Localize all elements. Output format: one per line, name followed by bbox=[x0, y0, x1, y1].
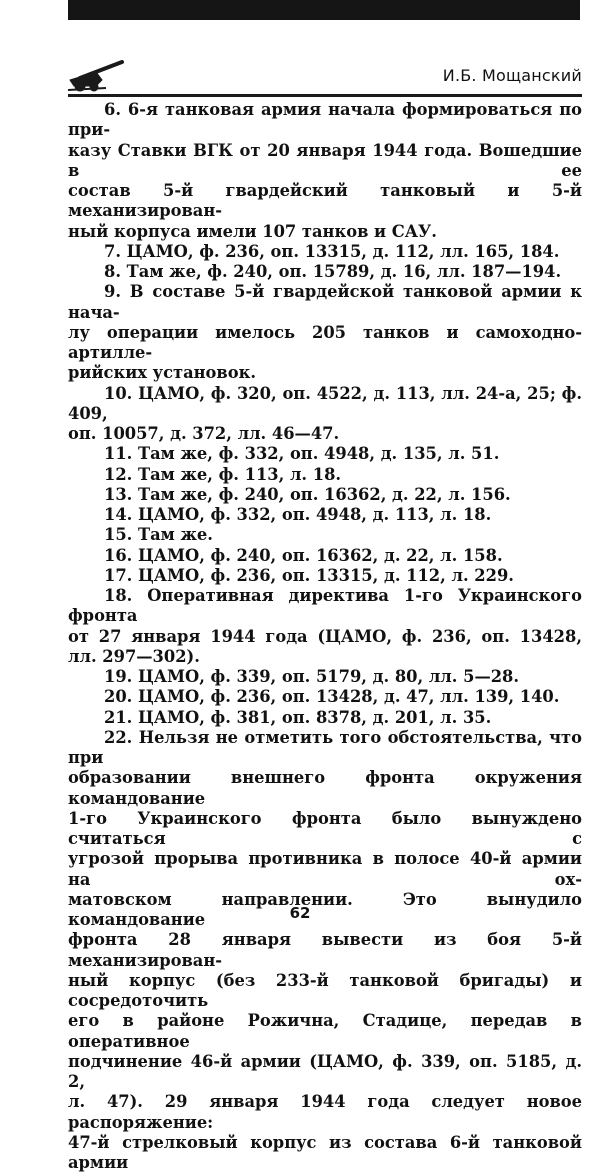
page-number: 62 bbox=[289, 904, 311, 922]
text-line: 9. В составе 5-й гвардейской танковой армии к нача- bbox=[68, 282, 582, 322]
text-line: фронта 28 января вывести из боя 5-й механизирован- bbox=[68, 930, 582, 970]
notes-body bbox=[68, 100, 582, 1173]
text-line: 17. ЦАМО, ф. 236, оп. 13315, д. 112, л. 229. bbox=[104, 565, 514, 585]
text-line: л. 47). 29 января 1944 года следует новое распоряжение: bbox=[68, 1092, 582, 1132]
text-line: казу Ставки ВГК от 20 января 1944 года. Вошедшие в ее bbox=[68, 140, 582, 180]
header-bar bbox=[68, 0, 580, 20]
text-line: 7. ЦАМО, ф. 236, оп. 13315, д. 112, лл. 165, 184. bbox=[104, 241, 560, 261]
text-line: 19. ЦАМО, ф. 339, оп. 5179, д. 80, лл. 5—28. bbox=[104, 667, 520, 686]
artillery-gun-icon bbox=[66, 58, 128, 92]
text-line: лл. 297—302). bbox=[68, 646, 200, 666]
running-header-author: И.Б. Мощанский bbox=[442, 66, 582, 85]
text-line: 10. ЦАМО, ф. 320, оп. 4522, д. 113, лл. 24-а, 25; ф. 409, bbox=[68, 383, 582, 423]
text-line: 6. 6-я танковая армия начала формироваться по при- bbox=[68, 100, 582, 140]
text-line: 15. Там же. bbox=[104, 525, 213, 545]
text-line: состав 5-й гвардейский танковый и 5-й механизирован- bbox=[68, 181, 582, 221]
text-line: 47-й стрелковый корпус из состава 6-й танковой армии bbox=[68, 1132, 582, 1172]
text-line: угрозой прорыва противника в полосе 40-й армии на ох- bbox=[68, 849, 582, 889]
text-line: 14. ЦАМО, ф. 332, оп. 4948, д. 113, л. 18. bbox=[104, 505, 492, 524]
text-line: лу операции имелось 205 танков и самоходно-артилле- bbox=[68, 322, 582, 362]
text-line: 1-го Украинского фронта было вынуждено считаться с bbox=[68, 808, 582, 848]
text-line: 11. Там же, ф. 332, оп. 4948, д. 135, л. 51. bbox=[104, 444, 500, 464]
text-line: 12. Там же, ф. 113, л. 18. bbox=[104, 464, 342, 484]
header-rule bbox=[68, 94, 582, 97]
text-line: 8. Там же, ф. 240, оп. 15789, д. 16, лл. 187—194. bbox=[104, 262, 562, 281]
text-line: 22. Нельзя не отметить того обстоятельства, что при bbox=[68, 727, 582, 767]
text-line: матовском направлении. Это вынудило командование bbox=[68, 889, 582, 929]
text-line: его в районе Рожична, Стадице, передав в оперативное bbox=[68, 1011, 582, 1051]
text-line: подчинение 46-й армии (ЦАМО, ф. 339, оп. 5185, д. 2, bbox=[68, 1051, 582, 1091]
text-line: 18. Оперативная директива 1-го Украинского фронта bbox=[68, 586, 582, 626]
text-line: 16. ЦАМО, ф. 240, оп. 16362, д. 22, л. 158. bbox=[104, 545, 503, 565]
text-line: рийских установок. bbox=[68, 363, 257, 383]
text-line: 20. ЦАМО, ф. 236, оп. 13428, д. 47, лл. 139, 140. bbox=[104, 687, 560, 707]
text-line: образовании внешнего фронта окружения командование bbox=[68, 768, 582, 808]
text-line: от 27 января 1944 года (ЦАМО, ф. 236, оп. 13428, bbox=[68, 626, 582, 646]
text-line: 21. ЦАМО, ф. 381, оп. 8378, д. 201, л. 35. bbox=[104, 707, 492, 727]
text-line: ный корпуса имели 107 танков и САУ. bbox=[68, 221, 437, 241]
text-line: оп. 10057, д. 372, лл. 46—47. bbox=[68, 424, 340, 443]
text-line: ный корпус (без 233-й танковой бригады) и сосредоточить bbox=[68, 970, 582, 1010]
text-line: 13. Там же, ф. 240, оп. 16362, д. 22, л. 156. bbox=[104, 484, 511, 504]
